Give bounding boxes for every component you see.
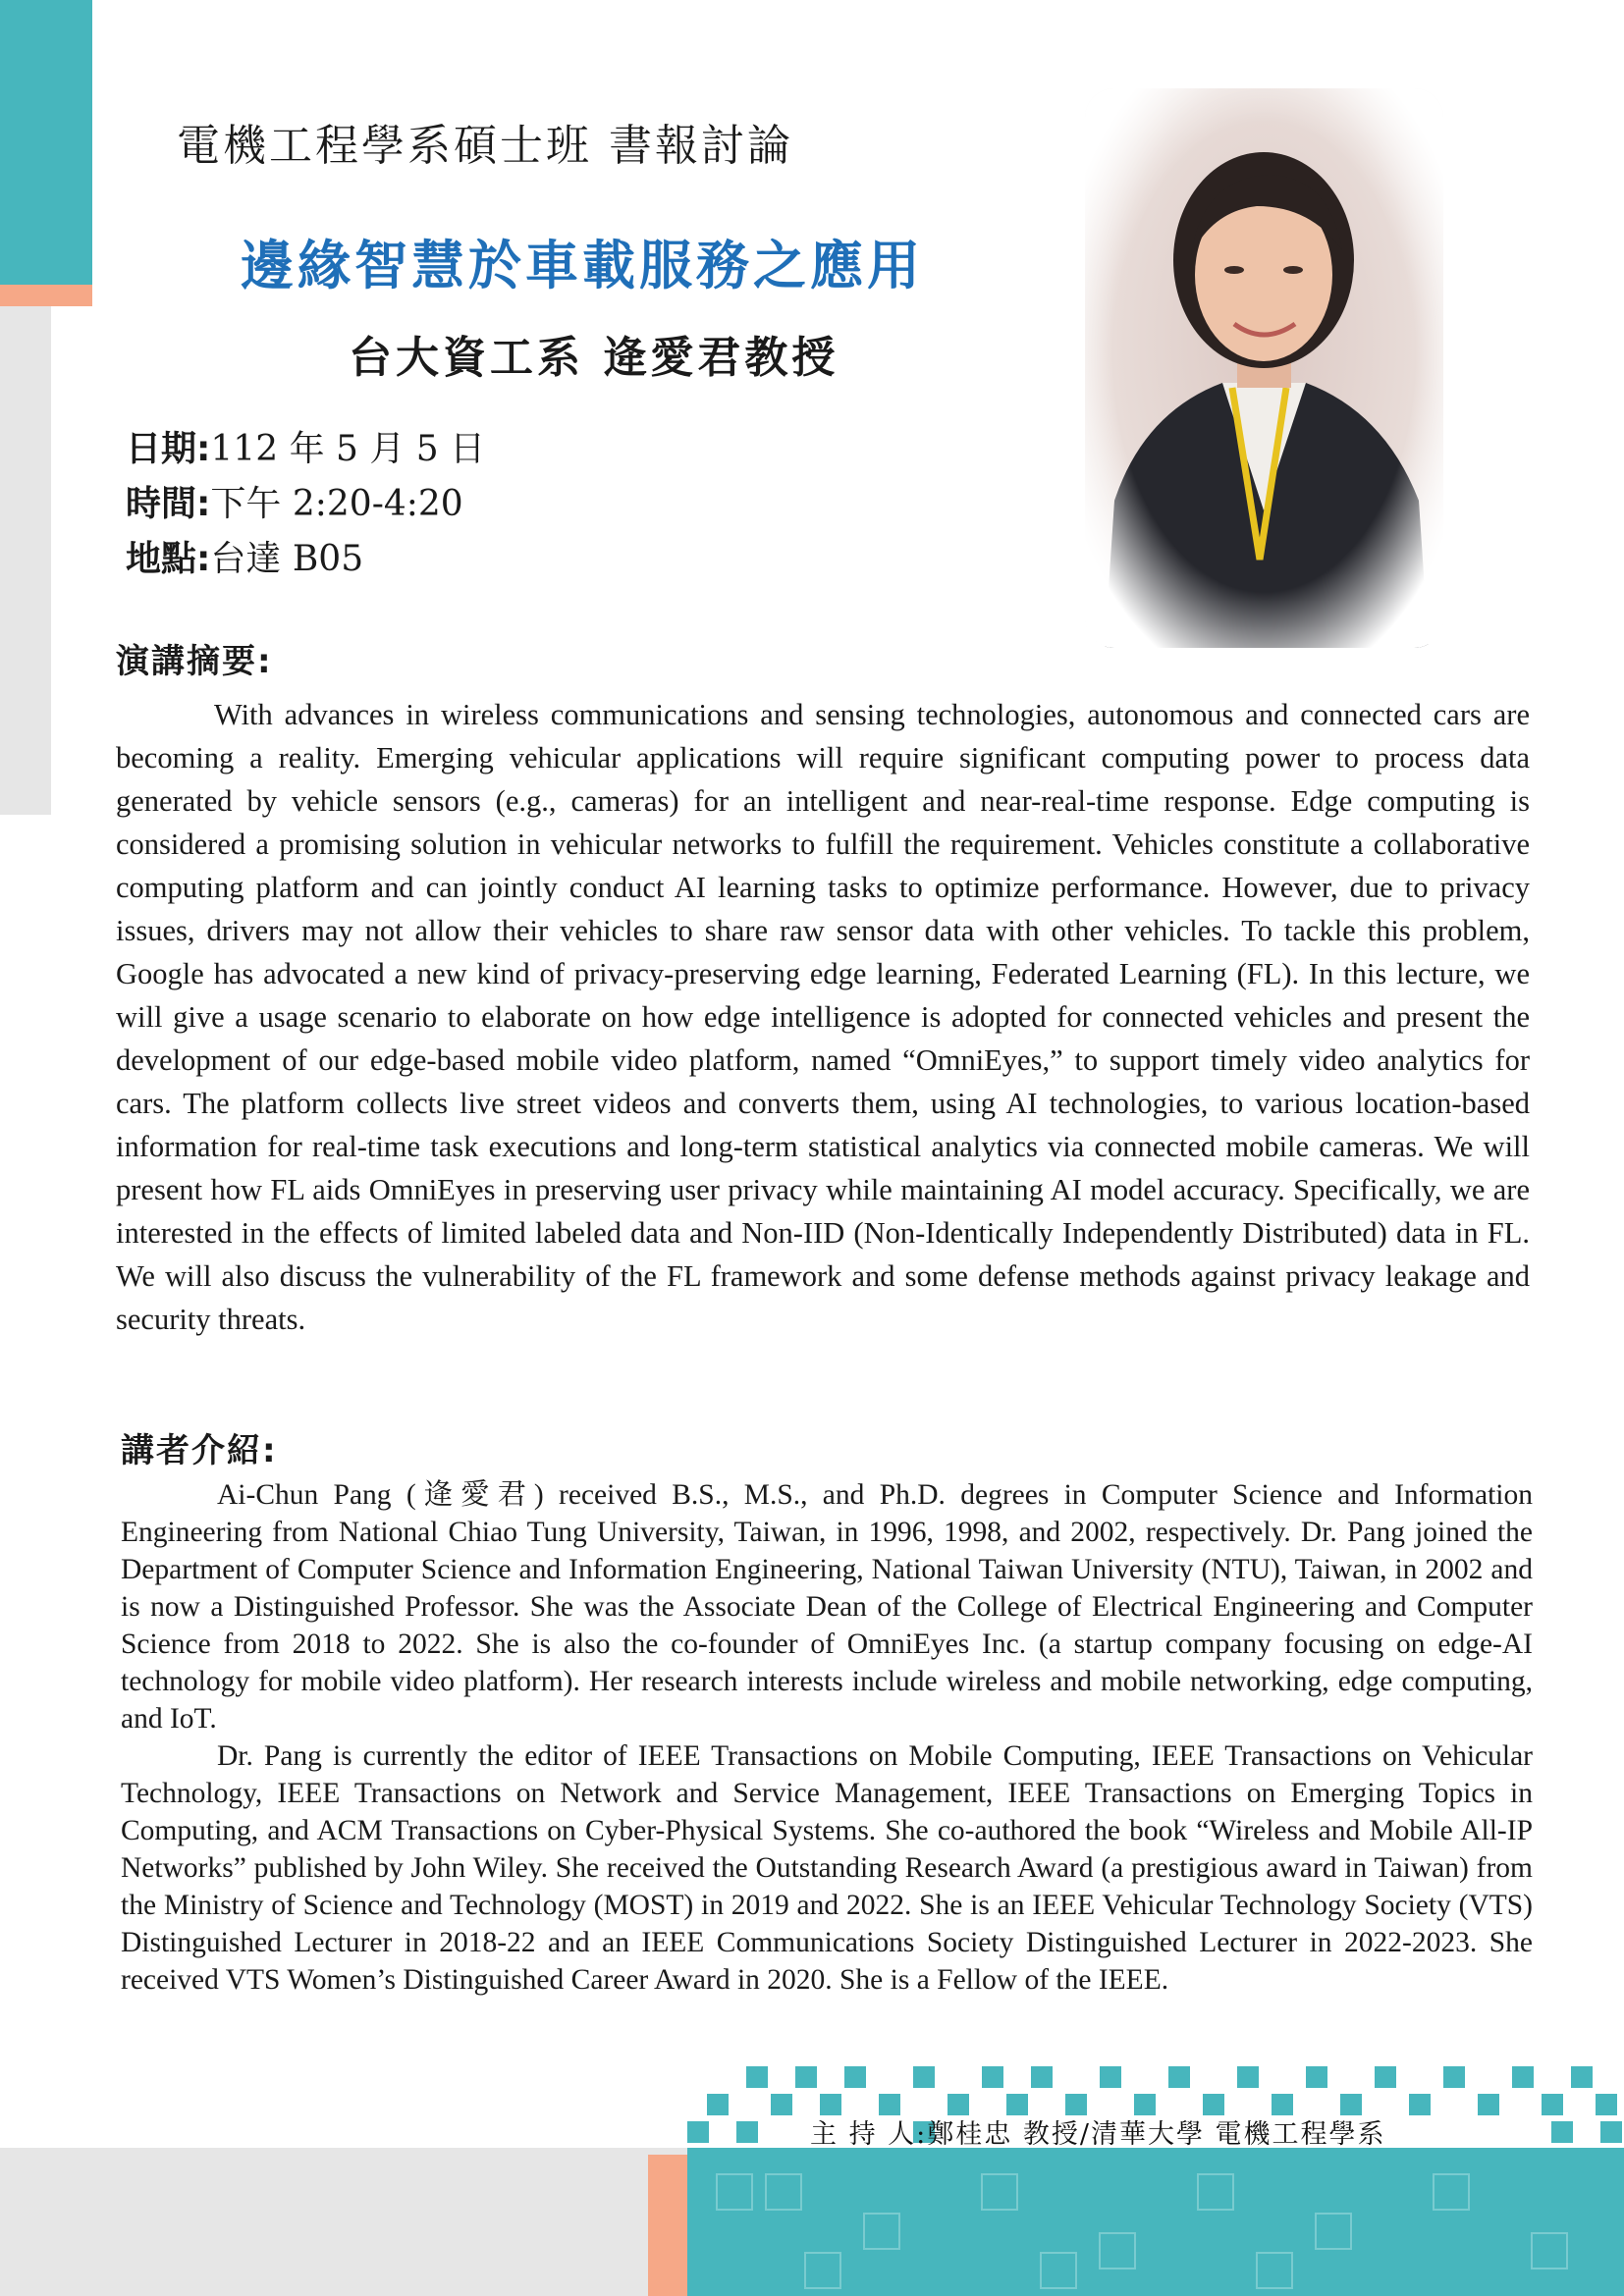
abstract-text: With advances in wireless communications and sensing technologies, autonomous and connected cars are becoming a reality. Emerging vehicular applications will require significant computing power to process data generated by vehicle sensors (e.g., cameras) for an intelligent and near-real-time response. Edge computing is considered a promising solution in vehicular networks to fulfill the requirement. Vehicles constitute a collaborative computing platform and can jointly conduct AI learning tasks to optimize performance. However, due to privacy issues, drivers may not allow their vehicles to share raw sensor data with other vehicles. To tackle this problem, Google has advocated a new kind of privacy-preserving edge learning, Federated Learning (FL). In this lecture, we will give a usage scenario to elaborate on how edge intelligence is adopted for connected vehicles and present the development of our edge-based mobile video platform, named “OmniEyes,” to support timely video analytics for cars. The platform collects live street videos and converts them, using AI technologies, to various location-based information for real-time task executions and long-term statistical analytics via connected mobile cameras. We will present how FL aids OmniEyes in preserving user privacy while maintaining AI model accuracy. Specifically, we are interested in the effects of limited labeled data and Non-IID (Non-Identically Independently Distributed) data in FL. We will also discuss the vulnerability of the FL framework and some defense methods against privacy leakage and security threats.	[116, 698, 1530, 1336]
decor-teal-bar	[0, 0, 92, 285]
place-label: 地點:	[126, 539, 211, 579]
bio-text	[121, 1476, 1533, 1999]
speaker-line: 台大資工系 逄愛君教授	[349, 333, 839, 383]
date-label: 日期:	[126, 429, 211, 469]
date-value: 112 年 5 月 5 日	[210, 429, 486, 469]
date-row	[126, 422, 485, 477]
speaker-photo	[1085, 88, 1443, 648]
abstract-heading: 演講摘要:	[116, 642, 273, 681]
footer-orange-bar	[648, 2155, 687, 2296]
event-info	[126, 422, 485, 587]
host-line: 主 持 人:鄭桂忠 教授/清華大學 電機工程學系	[810, 2119, 1386, 2150]
footer-pixel-pattern	[687, 2066, 1624, 2296]
bio-heading: 講者介紹:	[121, 1431, 278, 1470]
footer-grey-band	[0, 2148, 687, 2296]
time-row	[126, 477, 485, 532]
decor-grey-bar	[0, 306, 51, 815]
place-value: 台達 B05	[210, 539, 364, 579]
bio-paragraph-2: Dr. Pang is currently the editor of IEEE Transactions on Mobile Computing, IEEE Transactions on Vehicular Technology, IEEE Transactions on Network and Service Management, IEEE Transactions on Emerging Topics in Computing, and ACM Transactions on Cyber-Physical Systems. She co-authored the book “Wireless and Mobile All-IP Networks” published by John Wiley. She received the Outstanding Research Award (a prestigious award in Taiwan) from the Ministry of Science and Technology (MOST) in 2019 and 2022. She is an IEEE Vehicular Technology Society (VTS) Distinguished Lecturer in 2018-22 and an IEEE Communications Society Distinguished Lecturer in 2022-2023. She received VTS Women’s Distinguished Career Award in 2020. She is a Fellow of the IEEE.	[121, 1740, 1533, 1996]
time-value: 下午 2:20-4:20	[210, 484, 463, 524]
time-label: 時間:	[126, 484, 211, 524]
bio-paragraph-1: Ai-Chun Pang (逄愛君) received B.S., M.S., and Ph.D. degrees in Computer Science and Information Engineering from National Chiao Tung University, Taiwan, in 1996, 1998, and 2002, respectively. Dr. Pang joined the Department of Computer Science and Information Engineering, National Taiwan University (NTU), Taiwan, in 2002 and is now a Distinguished Professor. She was the Associate Dean of the College of Electrical Engineering and Computer Science from 2018 to 2022. She is also the co-founder of OmniEyes Inc. (a startup company focusing on edge-AI technology for mobile video platform). Her research interests include wireless and mobile networking, edge computing, and IoT.	[121, 1479, 1533, 1735]
talk-title: 邊緣智慧於車載服務之應用	[241, 234, 924, 296]
decor-orange-bar	[0, 285, 92, 306]
place-row	[126, 532, 485, 587]
department-title: 電機工程學系碩士班 書報討論	[177, 121, 793, 171]
speaker-portrait-image	[1085, 88, 1443, 648]
